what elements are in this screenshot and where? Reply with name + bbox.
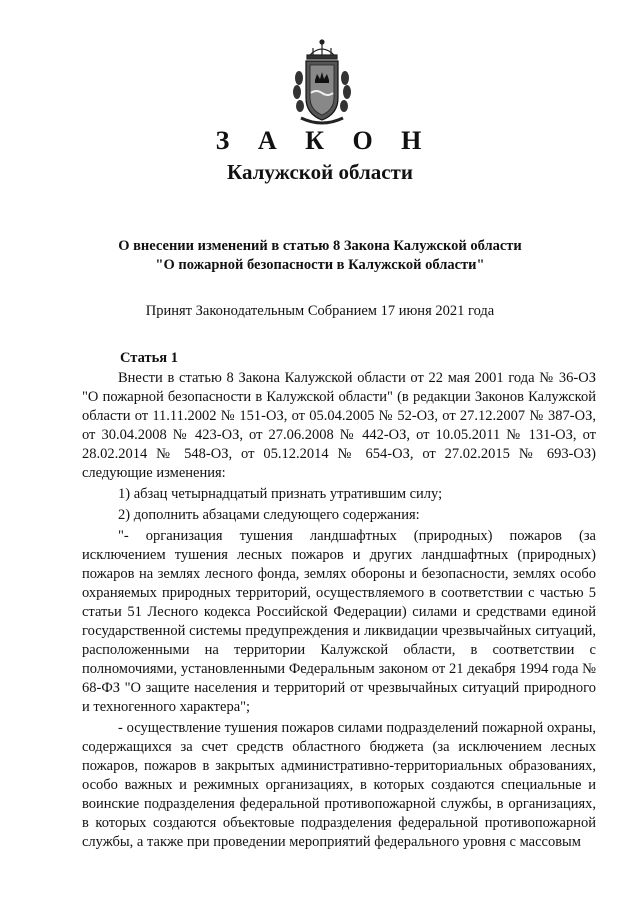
paragraph-intro: Внести в статью 8 Закона Калужской области от 22 мая 2001 года № 36-ОЗ "О пожарной безопасности в Калужской области" (в редакции Законов Калужской области от 11.11.2002 № 151-ОЗ, от 05.04.2005 № 52-ОЗ, от 27.12.2007 № 387-ОЗ, от 30.04.2008 № 423-ОЗ, от 27.06.2008 № 442-ОЗ, от 10.05.2011 № 131-ОЗ, от 28.02.2014 № 548-ОЗ, от 05.12.2014 № 654-ОЗ, от 27.02.2015 № 693-ОЗ) следующие изменения: [82,370,596,481]
article-title: Статья 1 [120,350,178,366]
document-heading [0,237,640,275]
heading-line-1: О внесении изменений в статью 8 Закона Калужской области [118,238,522,254]
adoption-date-line: Принят Законодательным Собранием 17 июня 2021 года [145,303,495,319]
paragraph-quote-2: - осуществление тушения пожаров силами подразделений пожарной охраны, содержащихся за счет средств областного бюджета (за исключением лесных пожаров, пожаров в закрытых административно-территориальных образованиях, особо важных и режимных организациях, в которых создаются специальные и воинские подразделения федеральной противопожарной службы, в организациях, в которых создаются объектовые подразделения федеральной противопожарной службы, а также при проведении мероприятий федерального уровня с массовым [82,720,596,850]
article-body [82,369,596,852]
heading-line-2: "О пожарной безопасности в Калужской области" [155,257,485,273]
paragraph-quote-1: "- организация тушения ландшафтных (природных) пожаров (за исключением тушения лесных пожаров и других ландшафтных (природных) пожаров на землях лесного фонда, землях обороны и безопасности, землях особо охраняемых природных территорий, осуществляемого в соответствии с частью 5 статьи 51 Лесного кодекса Российской Федерации) силами и средствами единой государственной системы предупреждения и ликвидации чрезвычайных ситуаций, расположенными на территории Калужской области, в соответствии с полномочиями, установленными Федеральным законом от 21 декабря 1994 года № 68-ФЗ "О защите населения и территорий от чрезвычайных ситуаций природного и техногенного характера"; [82,528,596,715]
coat-of-arms-emblem [291,38,353,128]
law-subtitle: Калужской области [227,160,413,184]
paragraph-item-2: 2) дополнить абзацами следующего содержания: [118,507,420,523]
law-title: З А К О Н [215,126,433,155]
paragraph-item-1: 1) абзац четырнадцатый признать утратившим силу; [118,486,443,502]
